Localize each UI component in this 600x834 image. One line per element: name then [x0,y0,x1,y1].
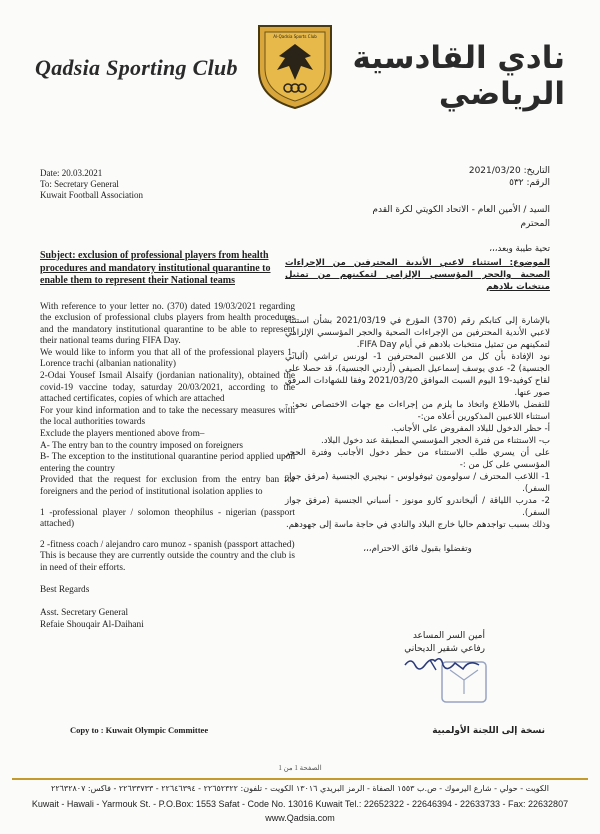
signatory-name-en: Refaie Shouqair Al-Daihani [40,619,144,630]
copy-to-en: Copy to : Kuwait Olympic Committee [70,725,209,735]
paragraph-ar: أ- حظر الدخول للبلاد المفروض على الأجانب. [390,424,550,434]
subject-en: Subject: exclusion of professional players from health procedures and mandatory institutional quarantine to enable them to represent their National teams [40,250,271,286]
paragraph-en: Exclude the players mentioned above from– [40,429,205,440]
paragraph-en: For your kind information and to take the necessary measures with the local authorities towards [40,405,295,428]
english-paragraphs [40,302,295,575]
signatory-name-ar: رفاعي شقير الديحاني [404,644,485,654]
english-meta-block [40,168,143,201]
paragraph-en: With reference to your letter no. (370) dated 19/03/2021 regarding the exclusion of professional clubs players from health procedures and the mandatory institutional quarantine to be able to represent their national teams during FIFA Day. [40,301,295,347]
recipient-org-en: Kuwait Football Association [40,190,143,200]
addressee-line1-ar: السيد / الأمين العام - الاتحاد الكويتي لكرة القدم [372,205,550,215]
footer-address-en: Kuwait - Hawali - Yarmouk St. - P.O.Box: 1553 Safat - Code No. 13016 Kuwait Tel.: 22652322 - 22646394 - 22633733 - Fax: 22632807 [31,799,569,809]
paragraph-en: Provided that the request for exclusion from the entry ban for foreigners and the period of institutional isolation applies to [40,475,295,497]
club-name-english: Qadsia Sporting Club [35,55,238,80]
footer-divider [12,778,588,780]
paragraph-ar: على أن يسري طلب الاستثناء من حظر دخول الأجانب وفترة الحجر المؤسسي على كل من :- [285,448,550,470]
paragraph-ar: 2- مدرب اللياقة / أليخاندرو كارو مونوز - أسباني الجنسية (مرفق جواز السفر). [285,496,550,518]
paragraph-en: 2-Odai Yousef Ismail Alsaify (jordanian nationality), obtained the covid-19 vaccine today, saturday 20/03/2021, according to the attached certificates, copies of which are attached [40,371,295,405]
greeting-ar: تحية طيبة وبعد،،، [489,244,550,254]
paragraph-ar: بالإشارة إلى كتابكم رقم (370) المؤرخ في 2021/03/19 بشأن استثناء لاعبي الأندية المحترفين من الإجراءات الصحية والحجر المؤسسي الإلزامي لتمكينهم من تمثيل منتخبات بلادهم في أيام FIFA Day. [285,316,550,350]
arabic-letter-body [285,243,550,555]
regards-en: Best Regards [40,584,90,595]
footer-website: www.Qadsia.com [265,813,335,823]
paragraph-ar: للتفضل بالاطلاع واتخاذ ما يلزم من إجراءات مع جهات الاختصاص نحو: - استثناء اللاعبين المذكورين أعلاه من:- [285,400,550,422]
paragraph-en: 1 -professional player / solomon theophilus - nigerian (passport attached) [40,507,295,530]
paragraph-en: 2 -fitness coach / alejandro caro munoz - spanish (passport attached) [40,539,295,550]
date-ar: التاريخ: 2021/03/20 [468,166,550,176]
recipient-title-en: To: Secretary General [40,179,119,189]
addressee-line2-ar: المحترم [520,219,550,229]
signature-and-stamp [400,640,520,720]
paragraph-en: A- The entry ban to the country imposed on foreigners [40,440,244,451]
logo-text: Al-Qadsia Sports Club [273,34,317,39]
subject-ar: الموضوع: استثناء لاعبي الأندية المحترفين من الإجراءات الصحية والحجر المؤسسي الإلزامي لتمكينهم من تمثيل منتخبات بلادهم [285,258,550,292]
arabic-meta-block [469,165,550,189]
paragraph-ar: ب- الاستثناء من فترة الحجر المؤسسي المطبقة عند دخول البلاد. [321,436,550,446]
paragraph-ar: نود الإفادة بأن كل من اللاعبين المحترفين 1- لورنس تراشي (ألباني الجنسية) 2- عدي يوسف إسماعيل الصيفي (أردني الجنسية)، قد حصلا على لقاح كوفيد-19 اليوم السبت الموافق 2021/03/20 وفقا للشهادات المرفق صور عنها. [285,352,550,398]
english-letter-body [40,250,295,631]
page-number: الصفحة 1 من 1 [278,764,322,772]
closing-ar: وتفضلوا بقبول فائق الاحترام،،، [363,544,472,554]
footer-address-ar: الكويت - حولي - شارع اليرموك - ص.ب ١٥٥٣ الصفاة - الرمز البريدي ١٣٠١٦ الكويت - تلفون: ٢٢٦٥٢٣٢٢ - ٢٢٦٤٦٣٩٤ - ٢٢٦٣٣٧٣٣ - فاكس: ٢٢٦٣٢٨٠٧ [51,784,549,793]
paragraph-ar: 1- اللاعب المحترف / سولومون ثيوفولوس - نيجيري الجنسية (مرفق جواز السفر). [285,472,550,494]
paragraph-en: We would like to inform you that all of the professional players 1- Lorence trachi (albanian nationality) [40,347,295,370]
signatory-title-ar: أمين السر المساعد [412,631,485,641]
paragraph-ar: وذلك بسبب تواجدهم حاليا خارج البلاد والنادي في حاجة ماسة إلى جهودهم. [286,520,550,530]
date-en: Date: 20.03.2021 [40,168,103,178]
paragraph-en: This is because they are currently outside the country and the club is in need of their efforts. [40,551,295,573]
club-name-arabic: نادي القادسية الرياضي [352,40,565,112]
ref-ar: الرقم: ٥٣٢ [509,178,550,188]
arabic-addressee [372,203,550,231]
club-logo [255,22,335,110]
paragraph-en: B- The exception to the institutional quarantine period applied upon entering the country [40,452,295,474]
copy-to-ar: نسخة إلى اللجنة الأولمبية [432,726,545,736]
signatory-title-en: Asst. Secretary General [40,608,129,619]
